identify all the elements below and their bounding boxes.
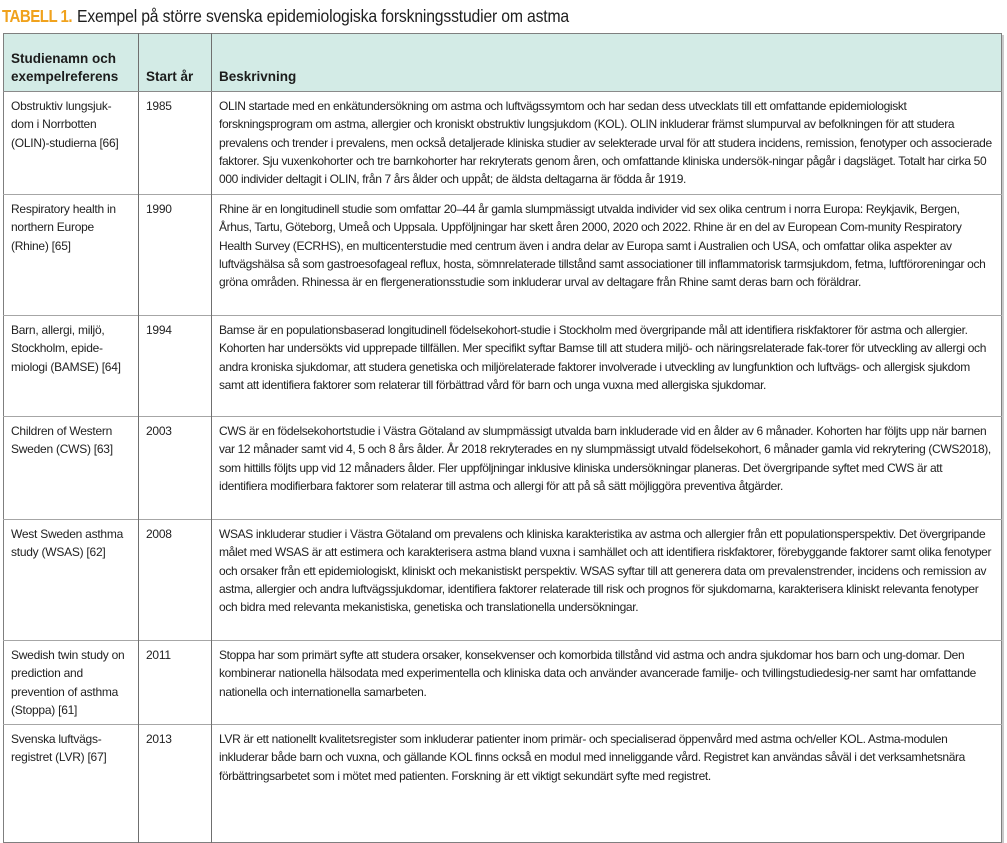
table-caption <box>2 5 624 27</box>
start-year-cell: 1985 <box>139 92 212 195</box>
description-cell: Stoppa har som primärt syfte att studera orsaker, konsekvenser och komorbida tillstånd vid astma och andra sjukdomar hos barn och ung-domar. Den kombinerar nationella hälsodata med experimentella och kliniska data och använder avancerade familje- och tvillingstudiedesig-ner samt har omfattande nationella och internationella samarbeten. <box>212 641 1002 725</box>
table-row <box>4 316 1002 417</box>
column-header-start-year: Start år <box>139 34 212 92</box>
table-row <box>4 195 1002 316</box>
description-cell: CWS är en födelsekohortstudie i Västra Götaland av slumpmässigt utvalda barn inkluderade vid en ålder av 6 månader. Kohorten har följts upp när barnen var 12 månader samt vid 4, 5 och 8 års ålder. År 2018 rekryterades en ny slumpmässigt utvald födelsekohort, 6 månader gamla vid rekrytering (CWS2018), som hittills följts upp vid 12 månaders ålder. Fler uppföljningar inklusive kliniska undersökningar planeras. Det övergripande syftet med CWS är att identifiera modifierbara faktorer som relaterar till astma och allergi för att på så sätt möjliggöra preventiva åtgärder. <box>212 417 1002 520</box>
table-header-row <box>4 34 1002 92</box>
description-cell: Bamse är en populationsbaserad longitudinell födelsekohort-studie i Stockholm med övergripande mål att identifiera riskfaktorer för astma och allergier. Kohorten har undersökts vid upprepade tillfällen. Mer specifikt syftar Bamse till att studera miljö- och näringsrelaterade fak-torer för utveckling av allergi och andra kroniska sjukdomar, att studera genetiska och miljörelaterade faktorer involverade i utveckling av lungfunktion och luftvägs- och allergisk sjukdom samt att identifiera faktorer som relaterar till förbättrad vård för barn och unga vuxna med allergiska sjukdomar. <box>212 316 1002 417</box>
column-header-description: Beskrivning <box>212 34 1002 92</box>
study-name-cell: Obstruktiv lungsjuk-dom i Norrbotten (OLIN)-studierna [66] <box>4 92 139 195</box>
table-title: Exempel på större svenska epidemiologiska forskningsstudier om astma <box>77 6 570 26</box>
table-row <box>4 520 1002 641</box>
table-row <box>4 725 1002 843</box>
description-cell: OLIN startade med en enkätundersökning om astma och luftvägssymtom och har sedan dess utvecklats till ett omfattande epidemiologiskt forskningsprogram om astma, allergier och kroniskt obstruktiv lungsjukdom (KOL). OLIN inkluderar främst slumpurval av befolkningen för att studera prevalens och trender i prevalens, men också detaljerade kliniska studier av selekterade urval för att studera incidens, remission, fenotyper och associerade faktorer. Sju vuxenkohorter och tre barnkohorter har rekryterats genom åren, och omfattande kliniska undersök-ningar pågår i dagsläget. Totalt har cirka 50 000 individer deltagit i OLIN, från 7 års ålder och uppåt; de äldsta deltagarna är födda år 1919. <box>212 92 1002 195</box>
start-year-cell: 2011 <box>139 641 212 725</box>
start-year-cell: 1994 <box>139 316 212 417</box>
start-year-cell: 2013 <box>139 725 212 843</box>
table-row <box>4 641 1002 725</box>
study-name-cell: Children of Western Sweden (CWS) [63] <box>4 417 139 520</box>
start-year-cell: 1990 <box>139 195 212 316</box>
study-name-cell: West Sweden asthma study (WSAS) [62] <box>4 520 139 641</box>
table-row <box>4 92 1002 195</box>
start-year-cell: 2003 <box>139 417 212 520</box>
description-cell: WSAS inkluderar studier i Västra Götaland om prevalens och kliniska karakteristika av astma och allergier från ett populationsperspektiv. Det övergripande målet med WSAS är att estimera och karakterisera astma bland vuxna i samhället och att identifiera riskfaktorer, förebyggande faktorer samt olika fenotyper och orsaker från ett epidemiologiskt, kliniskt och mekanistiskt perspektiv. WSAS syftar till att generera data om prevalenstrender, incidens och remission av astma, allergier och andra luftvägssjukdomar, identifiera faktorer relaterade till risk och prognos för sjukdomarna, karakterisera kliniskt relevanta fenotyper och bidra med relevanta mekanistiska, genetiska och translationella undersökningar. <box>212 520 1002 641</box>
table-row <box>4 417 1002 520</box>
column-header-study: Studienamn och exempelreferens <box>4 34 139 92</box>
study-name-cell: Barn, allergi, miljö, Stockholm, epide-miologi (BAMSE) [64] <box>4 316 139 417</box>
description-cell: Rhine är en longitudinell studie som omfattar 20–44 år gamla slumpmässigt utvalda individer vid sex olika centrum i norra Europa: Reykjavik, Bergen, Århus, Tartu, Göteborg, Umeå och Uppsala. Uppföljningar har skett åren 2000, 2020 och 2022. Rhine är en del av European Com-munity Respiratory Health Survey (ECRHS), en multicenterstudie med centrum även i andra delar av Europa samt i Australien och USA, och omfattar olika aspekter av luftvägshälsa så som gastroesofageal reflux, hosta, sömnrelaterade tillstånd samt associationer till inflammatorisk tarmsjukdom, fetma, luftföroreningar och gröna områden. Rhinessa är en flergenerationsstudie som inkluderar urval av deltagare från Rhine samt deras barn och föräldrar. <box>212 195 1002 316</box>
study-name-cell: Respiratory health in northern Europe (Rhine) [65] <box>4 195 139 316</box>
study-name-cell: Svenska luftvägs-registret (LVR) [67] <box>4 725 139 843</box>
study-name-cell: Swedish twin study on prediction and prevention of asthma (Stoppa) [61] <box>4 641 139 725</box>
description-cell: LVR är ett nationellt kvalitetsregister som inkluderar patienter inom primär- och specialiserad öppenvård med astma och/eller KOL. Astma-modulen inkluderar både barn och vuxna, och gällande KOL finns också en modul med inneliggande vård. Registret kan användas såväl i det verksamhetsnära förbättringsarbetet som i mötet med patienten. Forskning är ett viktigt sekundärt syfte med registret. <box>212 725 1002 843</box>
studies-table <box>3 33 1002 843</box>
table-label: TABELL 1. <box>2 6 73 26</box>
start-year-cell: 2008 <box>139 520 212 641</box>
